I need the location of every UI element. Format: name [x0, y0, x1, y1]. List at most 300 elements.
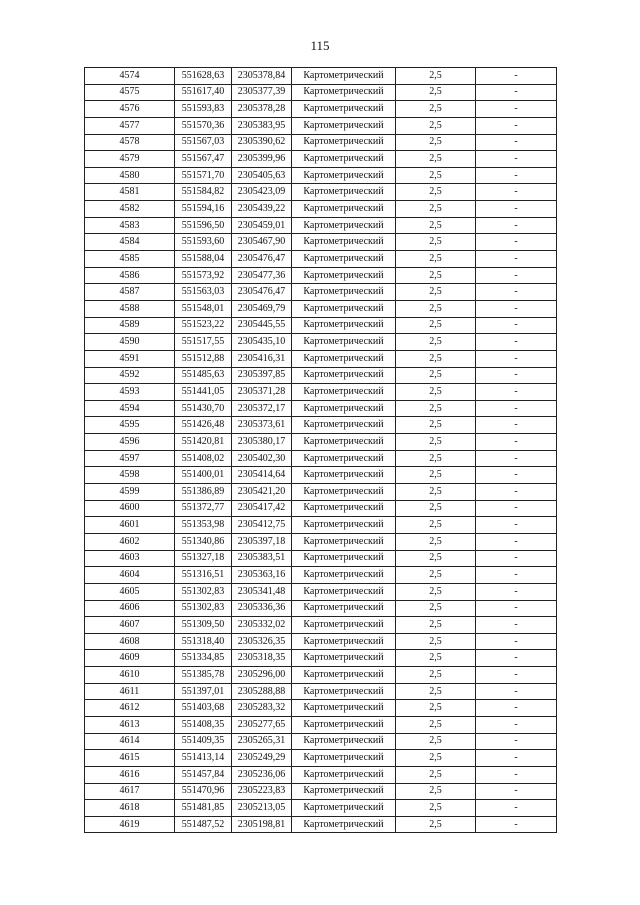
precision-cell: 2,5 [396, 267, 476, 284]
point-number-cell: 4588 [85, 300, 175, 317]
y-coordinate-cell: 2305288,88 [232, 683, 292, 700]
y-coordinate-cell: 2305383,51 [232, 550, 292, 567]
x-coordinate-cell: 551353,98 [175, 517, 232, 534]
method-cell: Картометрический [292, 733, 396, 750]
precision-cell: 2,5 [396, 783, 476, 800]
method-cell: Картометрический [292, 251, 396, 268]
x-coordinate-cell: 551316,51 [175, 567, 232, 584]
precision-cell: 2,5 [396, 600, 476, 617]
y-coordinate-cell: 2305383,95 [232, 117, 292, 134]
x-coordinate-cell: 551470,96 [175, 783, 232, 800]
note-cell: - [476, 750, 557, 767]
point-number-cell: 4583 [85, 217, 175, 234]
x-coordinate-cell: 551548,01 [175, 300, 232, 317]
table-row [85, 783, 557, 800]
table-row [85, 450, 557, 467]
method-cell: Картометрический [292, 434, 396, 451]
y-coordinate-cell: 2305277,65 [232, 716, 292, 733]
x-coordinate-cell: 551588,04 [175, 251, 232, 268]
precision-cell: 2,5 [396, 134, 476, 151]
note-cell: - [476, 816, 557, 833]
note-cell: - [476, 800, 557, 817]
precision-cell: 2,5 [396, 816, 476, 833]
note-cell: - [476, 434, 557, 451]
coordinates-table [84, 67, 557, 833]
table-row [85, 217, 557, 234]
note-cell: - [476, 600, 557, 617]
point-number-cell: 4591 [85, 350, 175, 367]
method-cell: Картометрический [292, 400, 396, 417]
y-coordinate-cell: 2305416,31 [232, 350, 292, 367]
precision-cell: 2,5 [396, 716, 476, 733]
x-coordinate-cell: 551485,63 [175, 367, 232, 384]
point-number-cell: 4578 [85, 134, 175, 151]
precision-cell: 2,5 [396, 68, 476, 85]
y-coordinate-cell: 2305397,85 [232, 367, 292, 384]
note-cell: - [476, 633, 557, 650]
method-cell: Картометрический [292, 184, 396, 201]
y-coordinate-cell: 2305467,90 [232, 234, 292, 251]
precision-cell: 2,5 [396, 167, 476, 184]
point-number-cell: 4585 [85, 251, 175, 268]
point-number-cell: 4605 [85, 583, 175, 600]
table-row [85, 184, 557, 201]
method-cell: Картометрический [292, 533, 396, 550]
y-coordinate-cell: 2305421,20 [232, 484, 292, 501]
point-number-cell: 4593 [85, 384, 175, 401]
method-cell: Картометрический [292, 450, 396, 467]
precision-cell: 2,5 [396, 184, 476, 201]
x-coordinate-cell: 551570,36 [175, 117, 232, 134]
note-cell: - [476, 367, 557, 384]
note-cell: - [476, 267, 557, 284]
method-cell: Картометрический [292, 467, 396, 484]
x-coordinate-cell: 551386,89 [175, 484, 232, 501]
y-coordinate-cell: 2305377,39 [232, 84, 292, 101]
method-cell: Картометрический [292, 550, 396, 567]
point-number-cell: 4611 [85, 683, 175, 700]
precision-cell: 2,5 [396, 384, 476, 401]
method-cell: Картометрический [292, 101, 396, 118]
y-coordinate-cell: 2305412,75 [232, 517, 292, 534]
point-number-cell: 4615 [85, 750, 175, 767]
method-cell: Картометрический [292, 234, 396, 251]
x-coordinate-cell: 551567,03 [175, 134, 232, 151]
note-cell: - [476, 700, 557, 717]
x-coordinate-cell: 551408,02 [175, 450, 232, 467]
point-number-cell: 4575 [85, 84, 175, 101]
note-cell: - [476, 716, 557, 733]
method-cell: Картометрический [292, 567, 396, 584]
precision-cell: 2,5 [396, 500, 476, 517]
y-coordinate-cell: 2305378,84 [232, 68, 292, 85]
x-coordinate-cell: 551334,85 [175, 650, 232, 667]
method-cell: Картометрический [292, 417, 396, 434]
table-row [85, 417, 557, 434]
note-cell: - [476, 417, 557, 434]
table-row [85, 800, 557, 817]
point-number-cell: 4590 [85, 334, 175, 351]
point-number-cell: 4582 [85, 201, 175, 218]
note-cell: - [476, 683, 557, 700]
table-row [85, 101, 557, 118]
table-row [85, 467, 557, 484]
note-cell: - [476, 317, 557, 334]
method-cell: Картометрический [292, 683, 396, 700]
x-coordinate-cell: 551318,40 [175, 633, 232, 650]
method-cell: Картометрический [292, 816, 396, 833]
y-coordinate-cell: 2305378,28 [232, 101, 292, 118]
note-cell: - [476, 783, 557, 800]
x-coordinate-cell: 551309,50 [175, 617, 232, 634]
precision-cell: 2,5 [396, 367, 476, 384]
table-row [85, 567, 557, 584]
y-coordinate-cell: 2305399,96 [232, 151, 292, 168]
precision-cell: 2,5 [396, 84, 476, 101]
table-row [85, 201, 557, 218]
x-coordinate-cell: 551567,47 [175, 151, 232, 168]
point-number-cell: 4594 [85, 400, 175, 417]
point-number-cell: 4618 [85, 800, 175, 817]
note-cell: - [476, 251, 557, 268]
method-cell: Картометрический [292, 783, 396, 800]
y-coordinate-cell: 2305417,42 [232, 500, 292, 517]
point-number-cell: 4614 [85, 733, 175, 750]
precision-cell: 2,5 [396, 633, 476, 650]
precision-cell: 2,5 [396, 417, 476, 434]
point-number-cell: 4600 [85, 500, 175, 517]
y-coordinate-cell: 2305265,31 [232, 733, 292, 750]
point-number-cell: 4595 [85, 417, 175, 434]
precision-cell: 2,5 [396, 334, 476, 351]
y-coordinate-cell: 2305326,35 [232, 633, 292, 650]
table-row [85, 167, 557, 184]
table-row [85, 550, 557, 567]
method-cell: Картометрический [292, 367, 396, 384]
x-coordinate-cell: 551571,70 [175, 167, 232, 184]
note-cell: - [476, 234, 557, 251]
method-cell: Картометрический [292, 583, 396, 600]
point-number-cell: 4601 [85, 517, 175, 534]
y-coordinate-cell: 2305336,36 [232, 600, 292, 617]
method-cell: Картометрический [292, 650, 396, 667]
table-row [85, 716, 557, 733]
x-coordinate-cell: 551397,01 [175, 683, 232, 700]
point-number-cell: 4603 [85, 550, 175, 567]
y-coordinate-cell: 2305198,81 [232, 816, 292, 833]
method-cell: Картометрический [292, 500, 396, 517]
method-cell: Картометрический [292, 267, 396, 284]
note-cell: - [476, 184, 557, 201]
table-row [85, 317, 557, 334]
point-number-cell: 4574 [85, 68, 175, 85]
x-coordinate-cell: 551594,16 [175, 201, 232, 218]
precision-cell: 2,5 [396, 234, 476, 251]
note-cell: - [476, 550, 557, 567]
note-cell: - [476, 450, 557, 467]
x-coordinate-cell: 551400,01 [175, 467, 232, 484]
point-number-cell: 4609 [85, 650, 175, 667]
table-row [85, 151, 557, 168]
precision-cell: 2,5 [396, 700, 476, 717]
precision-cell: 2,5 [396, 617, 476, 634]
method-cell: Картометрический [292, 317, 396, 334]
note-cell: - [476, 284, 557, 301]
y-coordinate-cell: 2305459,01 [232, 217, 292, 234]
note-cell: - [476, 484, 557, 501]
note-cell: - [476, 68, 557, 85]
point-number-cell: 4598 [85, 467, 175, 484]
table-row [85, 117, 557, 134]
note-cell: - [476, 617, 557, 634]
precision-cell: 2,5 [396, 450, 476, 467]
method-cell: Картометрический [292, 117, 396, 134]
precision-cell: 2,5 [396, 484, 476, 501]
table-row [85, 766, 557, 783]
method-cell: Картометрический [292, 633, 396, 650]
x-coordinate-cell: 551517,55 [175, 334, 232, 351]
note-cell: - [476, 151, 557, 168]
table-row [85, 750, 557, 767]
precision-cell: 2,5 [396, 317, 476, 334]
precision-cell: 2,5 [396, 434, 476, 451]
note-cell: - [476, 667, 557, 684]
table-row [85, 334, 557, 351]
point-number-cell: 4608 [85, 633, 175, 650]
point-number-cell: 4617 [85, 783, 175, 800]
method-cell: Картометрический [292, 217, 396, 234]
x-coordinate-cell: 551385,78 [175, 667, 232, 684]
table-row [85, 733, 557, 750]
y-coordinate-cell: 2305363,16 [232, 567, 292, 584]
x-coordinate-cell: 551327,18 [175, 550, 232, 567]
x-coordinate-cell: 551573,92 [175, 267, 232, 284]
note-cell: - [476, 650, 557, 667]
note-cell: - [476, 766, 557, 783]
note-cell: - [476, 350, 557, 367]
table-row [85, 583, 557, 600]
precision-cell: 2,5 [396, 400, 476, 417]
y-coordinate-cell: 2305423,09 [232, 184, 292, 201]
x-coordinate-cell: 551302,83 [175, 583, 232, 600]
method-cell: Картометрический [292, 750, 396, 767]
note-cell: - [476, 101, 557, 118]
point-number-cell: 4579 [85, 151, 175, 168]
method-cell: Картометрический [292, 84, 396, 101]
x-coordinate-cell: 551302,83 [175, 600, 232, 617]
table-row [85, 251, 557, 268]
x-coordinate-cell: 551426,48 [175, 417, 232, 434]
method-cell: Картометрический [292, 201, 396, 218]
precision-cell: 2,5 [396, 733, 476, 750]
note-cell: - [476, 583, 557, 600]
y-coordinate-cell: 2305283,32 [232, 700, 292, 717]
table-row [85, 84, 557, 101]
y-coordinate-cell: 2305223,83 [232, 783, 292, 800]
table-row [85, 434, 557, 451]
x-coordinate-cell: 551593,60 [175, 234, 232, 251]
point-number-cell: 4576 [85, 101, 175, 118]
x-coordinate-cell: 551563,03 [175, 284, 232, 301]
x-coordinate-cell: 551512,88 [175, 350, 232, 367]
precision-cell: 2,5 [396, 583, 476, 600]
x-coordinate-cell: 551420,81 [175, 434, 232, 451]
x-coordinate-cell: 551584,82 [175, 184, 232, 201]
x-coordinate-cell: 551372,77 [175, 500, 232, 517]
table-row [85, 650, 557, 667]
method-cell: Картометрический [292, 284, 396, 301]
y-coordinate-cell: 2305476,47 [232, 251, 292, 268]
table-row [85, 600, 557, 617]
table-row [85, 400, 557, 417]
note-cell: - [476, 217, 557, 234]
table-row [85, 350, 557, 367]
y-coordinate-cell: 2305249,29 [232, 750, 292, 767]
precision-cell: 2,5 [396, 151, 476, 168]
table-row [85, 683, 557, 700]
note-cell: - [476, 117, 557, 134]
x-coordinate-cell: 551457,84 [175, 766, 232, 783]
point-number-cell: 4619 [85, 816, 175, 833]
table-row [85, 667, 557, 684]
point-number-cell: 4616 [85, 766, 175, 783]
x-coordinate-cell: 551596,50 [175, 217, 232, 234]
note-cell: - [476, 300, 557, 317]
point-number-cell: 4604 [85, 567, 175, 584]
table-row [85, 134, 557, 151]
note-cell: - [476, 84, 557, 101]
table-row [85, 533, 557, 550]
y-coordinate-cell: 2305332,02 [232, 617, 292, 634]
note-cell: - [476, 134, 557, 151]
table-row [85, 816, 557, 833]
method-cell: Картометрический [292, 716, 396, 733]
y-coordinate-cell: 2305435,10 [232, 334, 292, 351]
table-row [85, 234, 557, 251]
method-cell: Картометрический [292, 617, 396, 634]
y-coordinate-cell: 2305318,35 [232, 650, 292, 667]
method-cell: Картометрический [292, 334, 396, 351]
point-number-cell: 4587 [85, 284, 175, 301]
method-cell: Картометрический [292, 667, 396, 684]
x-coordinate-cell: 551413,14 [175, 750, 232, 767]
y-coordinate-cell: 2305397,18 [232, 533, 292, 550]
y-coordinate-cell: 2305402,30 [232, 450, 292, 467]
table-row [85, 500, 557, 517]
note-cell: - [476, 733, 557, 750]
note-cell: - [476, 467, 557, 484]
point-number-cell: 4577 [85, 117, 175, 134]
x-coordinate-cell: 551340,86 [175, 533, 232, 550]
point-number-cell: 4599 [85, 484, 175, 501]
precision-cell: 2,5 [396, 517, 476, 534]
table-row [85, 700, 557, 717]
y-coordinate-cell: 2305477,36 [232, 267, 292, 284]
precision-cell: 2,5 [396, 251, 476, 268]
page-number: 115 [310, 38, 330, 53]
table-row [85, 284, 557, 301]
precision-cell: 2,5 [396, 350, 476, 367]
method-cell: Картометрический [292, 766, 396, 783]
method-cell: Картометрический [292, 151, 396, 168]
method-cell: Картометрический [292, 384, 396, 401]
y-coordinate-cell: 2305476,47 [232, 284, 292, 301]
precision-cell: 2,5 [396, 567, 476, 584]
x-coordinate-cell: 551617,40 [175, 84, 232, 101]
y-coordinate-cell: 2305445,55 [232, 317, 292, 334]
x-coordinate-cell: 551523,22 [175, 317, 232, 334]
y-coordinate-cell: 2305372,17 [232, 400, 292, 417]
table-row [85, 300, 557, 317]
table-row [85, 68, 557, 85]
y-coordinate-cell: 2305439,22 [232, 201, 292, 218]
x-coordinate-cell: 551430,70 [175, 400, 232, 417]
note-cell: - [476, 500, 557, 517]
method-cell: Картометрический [292, 134, 396, 151]
y-coordinate-cell: 2305236,06 [232, 766, 292, 783]
y-coordinate-cell: 2305469,79 [232, 300, 292, 317]
precision-cell: 2,5 [396, 101, 476, 118]
method-cell: Картометрический [292, 68, 396, 85]
y-coordinate-cell: 2305414,64 [232, 467, 292, 484]
precision-cell: 2,5 [396, 201, 476, 218]
point-number-cell: 4597 [85, 450, 175, 467]
precision-cell: 2,5 [396, 683, 476, 700]
point-number-cell: 4602 [85, 533, 175, 550]
y-coordinate-cell: 2305380,17 [232, 434, 292, 451]
x-coordinate-cell: 551403,68 [175, 700, 232, 717]
point-number-cell: 4607 [85, 617, 175, 634]
method-cell: Картометрический [292, 800, 396, 817]
x-coordinate-cell: 551487,52 [175, 816, 232, 833]
table-body [85, 68, 557, 833]
precision-cell: 2,5 [396, 117, 476, 134]
method-cell: Картометрический [292, 167, 396, 184]
x-coordinate-cell: 551481,85 [175, 800, 232, 817]
method-cell: Картометрический [292, 600, 396, 617]
point-number-cell: 4592 [85, 367, 175, 384]
y-coordinate-cell: 2305213,05 [232, 800, 292, 817]
point-number-cell: 4581 [85, 184, 175, 201]
point-number-cell: 4613 [85, 716, 175, 733]
y-coordinate-cell: 2305341,48 [232, 583, 292, 600]
point-number-cell: 4610 [85, 667, 175, 684]
note-cell: - [476, 334, 557, 351]
y-coordinate-cell: 2305296,00 [232, 667, 292, 684]
precision-cell: 2,5 [396, 550, 476, 567]
note-cell: - [476, 517, 557, 534]
table-row [85, 517, 557, 534]
method-cell: Картометрический [292, 700, 396, 717]
note-cell: - [476, 400, 557, 417]
table-row [85, 617, 557, 634]
point-number-cell: 4580 [85, 167, 175, 184]
point-number-cell: 4612 [85, 700, 175, 717]
precision-cell: 2,5 [396, 750, 476, 767]
note-cell: - [476, 167, 557, 184]
method-cell: Картометрический [292, 484, 396, 501]
point-number-cell: 4596 [85, 434, 175, 451]
note-cell: - [476, 567, 557, 584]
method-cell: Картометрический [292, 300, 396, 317]
table-row [85, 484, 557, 501]
method-cell: Картометрический [292, 350, 396, 367]
point-number-cell: 4584 [85, 234, 175, 251]
x-coordinate-cell: 551628,63 [175, 68, 232, 85]
precision-cell: 2,5 [396, 650, 476, 667]
point-number-cell: 4586 [85, 267, 175, 284]
table-row [85, 384, 557, 401]
